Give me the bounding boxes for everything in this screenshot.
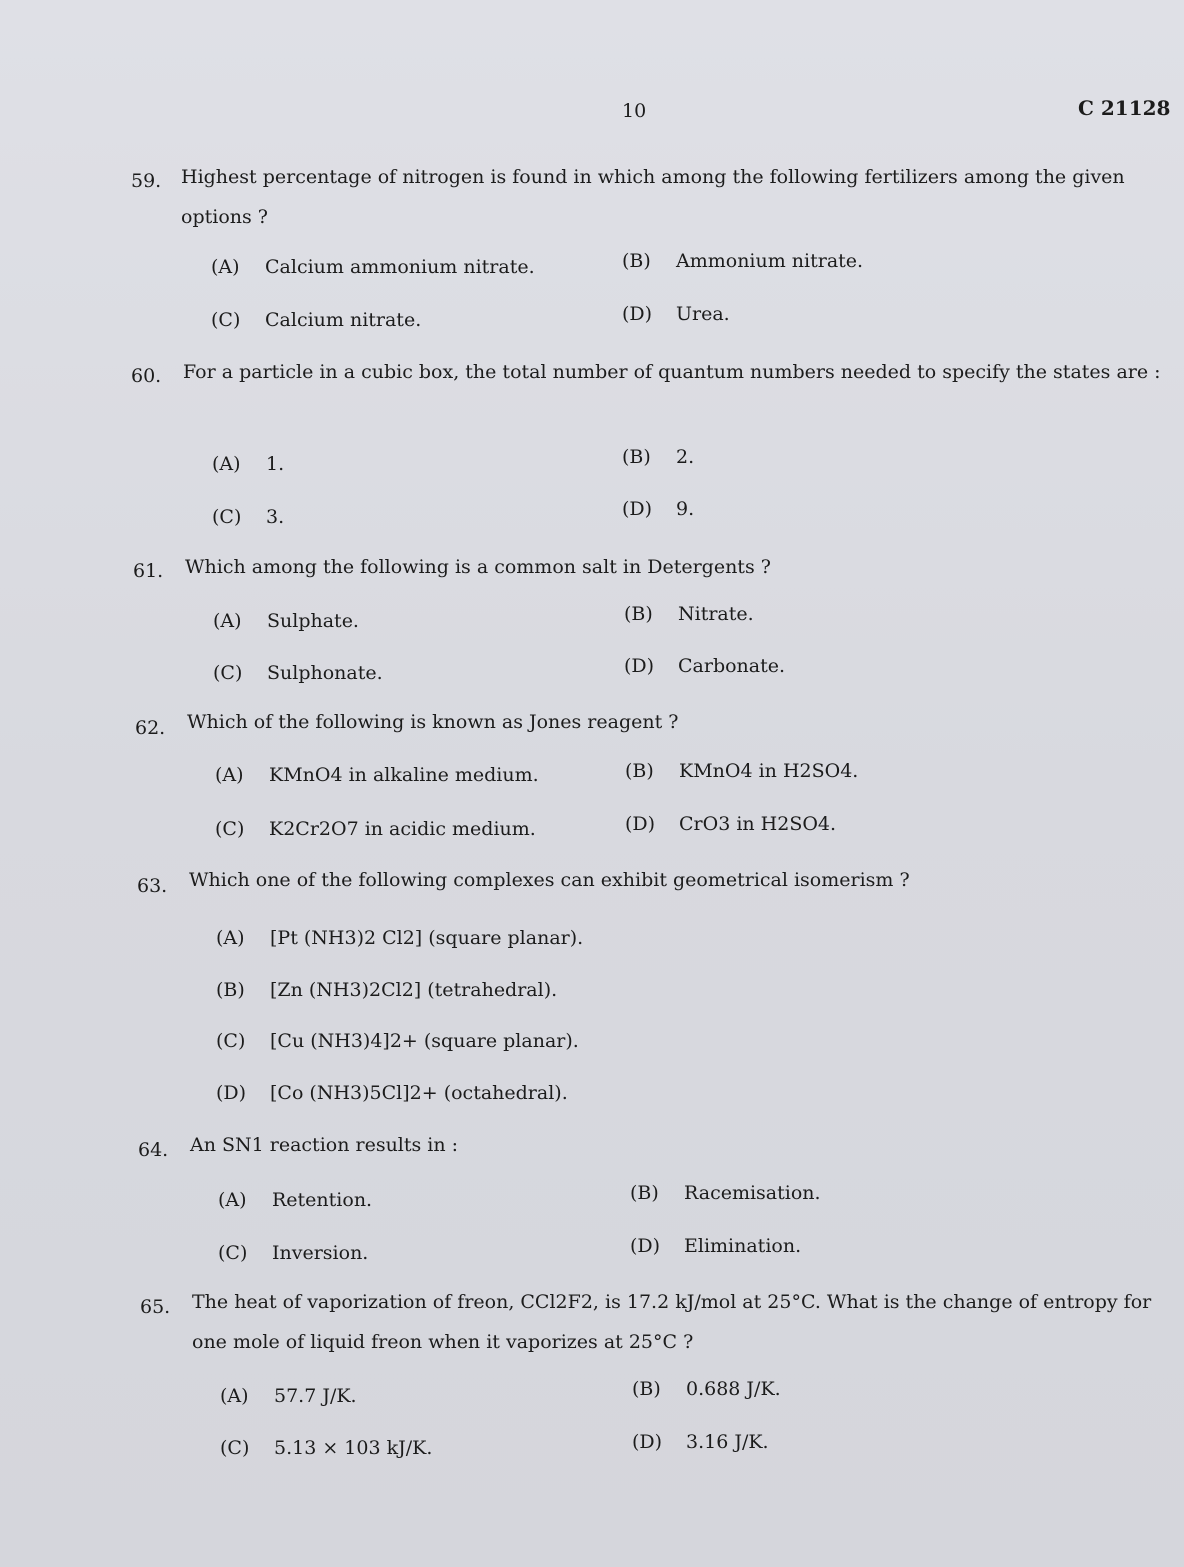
option-text: 1.	[266, 453, 285, 475]
question-text: Highest percentage of nitrogen is found in which among the following fertilizers among the given options ?	[181, 166, 1125, 228]
option-c	[212, 506, 284, 528]
option-text: CrO3 in H2SO4.	[679, 813, 837, 835]
option-label: (B)	[625, 760, 654, 782]
option-text: 3.	[266, 506, 285, 528]
option-label: (C)	[215, 818, 245, 840]
option-c	[220, 1437, 432, 1459]
option-a	[212, 453, 284, 475]
option-label: (C)	[220, 1437, 250, 1459]
option-b	[625, 760, 858, 782]
option-a	[213, 610, 359, 632]
option-text: 3.16 J/K.	[686, 1431, 769, 1453]
option-text: Calcium nitrate.	[265, 309, 422, 331]
option-text: [Pt (NH3)2 Cl2] (square planar).	[270, 927, 584, 949]
option-d	[624, 655, 785, 677]
option-text: K2Cr2O7 in acidic medium.	[269, 818, 536, 840]
option-label: (A)	[211, 256, 240, 278]
option-text: 2.	[676, 446, 695, 468]
option-label: (D)	[216, 1082, 247, 1104]
option-label: (C)	[216, 1030, 246, 1052]
question-number: 65.	[140, 1296, 171, 1318]
option-label: (B)	[624, 603, 653, 625]
question-number: 60.	[131, 365, 162, 387]
question-text: The heat of vaporization of freon, CCl2F2, is 17.2 kJ/mol at 25°C. What is the change of entropy for one mole of liquid freon when it vaporizes at 25°C ?	[192, 1291, 1152, 1353]
option-a	[220, 1385, 357, 1407]
option-label: (B)	[216, 979, 245, 1001]
option-d	[622, 303, 730, 325]
option-text: 9.	[676, 498, 695, 520]
option-text: Sulphonate.	[267, 662, 383, 684]
option-text: Carbonate.	[678, 655, 786, 677]
option-text: [Cu (NH3)4]2+ (square planar).	[270, 1030, 579, 1052]
question-number: 63.	[137, 875, 168, 897]
option-label: (B)	[622, 250, 651, 272]
option-text: 5.13 × 103 kJ/K.	[274, 1437, 433, 1459]
option-label: (A)	[213, 610, 242, 632]
option-label: (B)	[630, 1182, 659, 1204]
option-label: (D)	[625, 813, 656, 835]
option-label: (C)	[211, 309, 241, 331]
option-text: Nitrate.	[678, 603, 754, 625]
question-text: An SN1 reaction results in :	[190, 1134, 459, 1156]
option-label: (D)	[630, 1235, 661, 1257]
option-text: KMnO4 in H2SO4.	[679, 760, 859, 782]
page-number: 10	[622, 100, 647, 122]
option-text: Urea.	[676, 303, 730, 325]
option-text: [Zn (NH3)2Cl2] (tetrahedral).	[270, 979, 558, 1001]
option-c	[216, 1030, 579, 1052]
option-label: (D)	[624, 655, 655, 677]
option-text: Ammonium nitrate.	[676, 250, 864, 272]
option-text: [Co (NH3)5Cl]2+ (octahedral).	[270, 1082, 568, 1104]
question-number: 64.	[138, 1139, 169, 1161]
question-number: 62.	[135, 717, 166, 739]
option-label: (C)	[213, 662, 243, 684]
option-b	[622, 250, 863, 272]
option-d	[216, 1082, 568, 1104]
option-label: (C)	[212, 506, 242, 528]
option-a	[218, 1189, 372, 1211]
option-label: (A)	[218, 1189, 247, 1211]
option-text: Inversion.	[272, 1242, 369, 1264]
option-label: (D)	[632, 1431, 663, 1453]
question-text: Which one of the following complexes can exhibit geometrical isomerism ?	[189, 869, 910, 891]
option-a	[215, 764, 539, 786]
option-label: (B)	[632, 1378, 661, 1400]
option-text: Calcium ammonium nitrate.	[265, 256, 535, 278]
option-b	[216, 979, 557, 1001]
option-a	[211, 256, 535, 278]
question-text: Which of the following is known as Jones reagent ?	[187, 711, 679, 733]
question-number: 61.	[133, 560, 164, 582]
question-number: 59.	[131, 170, 162, 192]
option-d	[630, 1235, 801, 1257]
option-text: Retention.	[272, 1189, 373, 1211]
paper-code: C 21128	[1078, 96, 1171, 120]
option-text: 57.7 J/K.	[274, 1385, 357, 1407]
option-a	[216, 927, 583, 949]
question-text: Which among the following is a common salt in Detergents ?	[185, 556, 771, 578]
option-label: (D)	[622, 303, 653, 325]
option-label: (A)	[212, 453, 241, 475]
option-label: (B)	[622, 446, 651, 468]
option-label: (A)	[215, 764, 244, 786]
option-c	[213, 662, 383, 684]
option-c	[218, 1242, 368, 1264]
option-b	[624, 603, 754, 625]
option-label: (C)	[218, 1242, 248, 1264]
option-d	[622, 498, 694, 520]
option-b	[630, 1182, 821, 1204]
option-text: Racemisation.	[684, 1182, 821, 1204]
option-label: (A)	[216, 927, 245, 949]
option-text: Sulphate.	[267, 610, 359, 632]
option-c	[211, 309, 421, 331]
option-label: (A)	[220, 1385, 249, 1407]
option-d	[625, 813, 836, 835]
option-d	[632, 1431, 769, 1453]
option-b	[622, 446, 694, 468]
option-label: (D)	[622, 498, 653, 520]
question-text: For a particle in a cubic box, the total number of quantum numbers needed to specify the states are :	[183, 361, 1161, 383]
option-c	[215, 818, 536, 840]
option-text: Elimination.	[684, 1235, 802, 1257]
option-b	[632, 1378, 781, 1400]
option-text: 0.688 J/K.	[686, 1378, 781, 1400]
option-text: KMnO4 in alkaline medium.	[269, 764, 539, 786]
